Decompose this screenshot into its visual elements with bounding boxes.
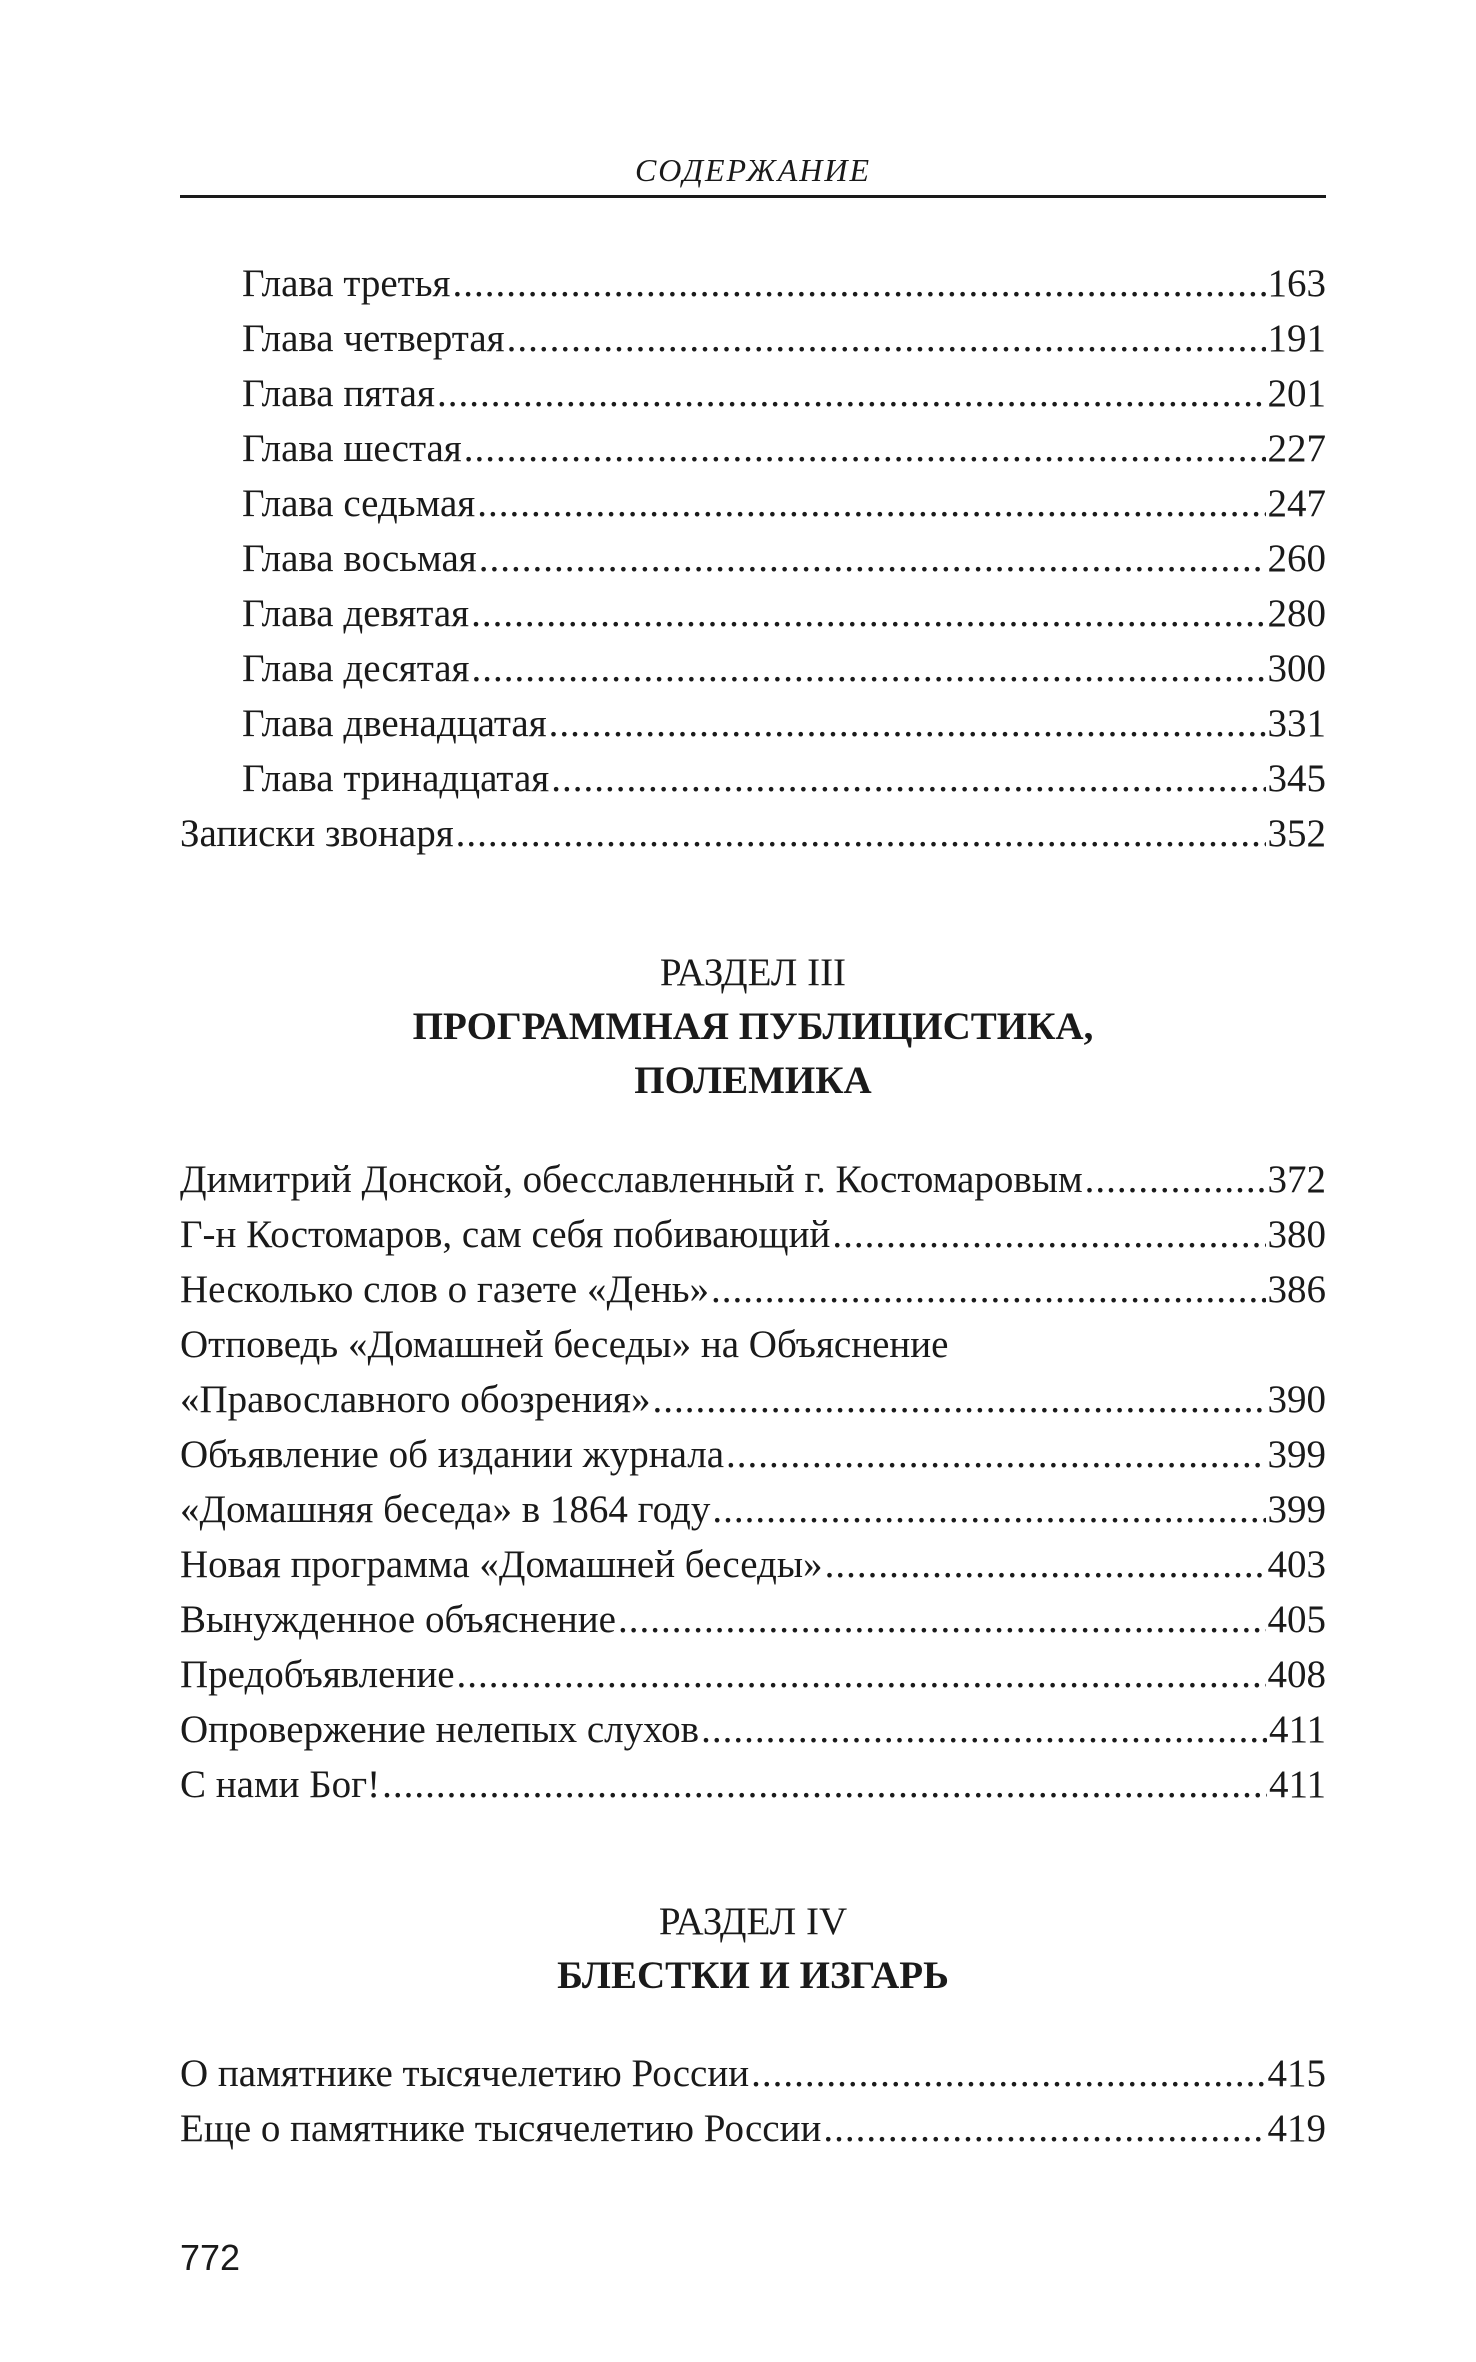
section-title: ПОЛЕМИКА: [634, 1059, 872, 1102]
page-number: 772: [180, 2237, 241, 2278]
toc-entry[interactable]: [180, 2101, 1326, 2156]
toc-entry-page: 345: [1267, 757, 1326, 800]
toc-entry[interactable]: [180, 1757, 1326, 1812]
leader-dots: [1085, 1152, 1266, 1207]
toc-entry-page: 411: [1268, 1708, 1326, 1751]
toc-entry[interactable]: [180, 366, 1326, 421]
leader-dots: [751, 2046, 1265, 2101]
toc-entry[interactable]: [180, 586, 1326, 641]
toc-entry-page: 247: [1267, 482, 1326, 525]
leader-dots: [457, 1647, 1266, 1702]
toc-entry-page: 411: [1268, 1763, 1326, 1806]
toc-entry[interactable]: [180, 531, 1326, 586]
toc-entry-page: 331: [1267, 702, 1326, 745]
toc-entry-title: Еще о памятнике тысячелетию России: [180, 2107, 822, 2150]
leader-dots: [823, 2101, 1265, 2156]
toc-entry[interactable]: [180, 1207, 1326, 1262]
toc-top: [180, 256, 1326, 861]
toc-entry[interactable]: [180, 1702, 1326, 1757]
toc-entry[interactable]: [180, 476, 1326, 531]
toc-entry-title: Димитрий Донской, обесславленный г. Костомаровым: [180, 1158, 1083, 1201]
toc-entry-title: Глава пятая: [242, 372, 435, 415]
toc-entry-title: Объявление об издании журнала: [180, 1433, 725, 1476]
leader-dots: [832, 1207, 1265, 1262]
toc-entry-page: 386: [1267, 1268, 1326, 1311]
section-title: ПРОГРАММНАЯ ПУБЛИЦИСТИКА,: [412, 1005, 1094, 1048]
toc-entry-title: Опровержение нелепых слухов: [180, 1708, 700, 1751]
toc-entry[interactable]: [180, 641, 1326, 696]
toc-entry-title: Новая программа «Домашней беседы»: [180, 1543, 823, 1586]
toc-entry[interactable]: [180, 751, 1326, 806]
toc-entry-title: «Домашняя беседа» в 1864 году: [180, 1488, 711, 1531]
toc-entry-title: Глава тринадцатая: [242, 757, 550, 800]
toc-entry-page: 380: [1267, 1213, 1326, 1256]
toc-entry-page: 405: [1267, 1598, 1326, 1641]
leader-dots: [471, 586, 1265, 641]
leader-dots: [711, 1262, 1265, 1317]
section-4-heading: [180, 1895, 1326, 2003]
header-rule: [180, 195, 1326, 198]
toc-entry-title: С нами Бог!: [180, 1763, 381, 1806]
leader-dots: [652, 1372, 1265, 1427]
toc-entry-page: 227: [1267, 427, 1326, 470]
toc-entry[interactable]: [180, 1647, 1326, 1702]
toc-entry[interactable]: [180, 256, 1326, 311]
running-head: СОДЕРЖАНИЕ: [634, 152, 872, 188]
leader-dots: [825, 1537, 1266, 1592]
leader-dots: [549, 696, 1266, 751]
leader-dots: [437, 366, 1266, 421]
toc-entry-title: Г-н Костомаров, сам себя побивающий: [180, 1213, 831, 1256]
toc-entry-page: 300: [1267, 647, 1326, 690]
toc-entry-title: Глава седьмая: [242, 482, 476, 525]
toc-entry-page: 399: [1267, 1488, 1326, 1531]
leader-dots: [477, 476, 1265, 531]
toc-entry-page: 163: [1267, 262, 1326, 305]
section-label: РАЗДЕЛ III: [659, 951, 847, 994]
toc-entry-title: Глава восьмая: [242, 537, 477, 580]
toc-entry[interactable]: [180, 1482, 1326, 1537]
leader-dots: [456, 806, 1266, 861]
leader-dots: [726, 1427, 1265, 1482]
leader-dots: [452, 256, 1265, 311]
leader-dots: [551, 751, 1265, 806]
toc-section-3: [180, 1152, 1326, 1812]
toc-entry[interactable]: [180, 1372, 1326, 1427]
toc-entry-title: Глава двенадцатая: [242, 702, 547, 745]
toc-entry[interactable]: [180, 1262, 1326, 1317]
toc-entry-title: Предобъявление: [180, 1653, 455, 1696]
toc-entry-page: 415: [1267, 2052, 1326, 2095]
toc-entry-title: Глава третья: [242, 262, 451, 305]
toc-entry[interactable]: [180, 1152, 1326, 1207]
leader-dots: [618, 1592, 1266, 1647]
toc-entry-title: Глава девятая: [242, 592, 470, 635]
toc-entry-title: Глава десятая: [242, 647, 470, 690]
toc-entry-page: 390: [1267, 1378, 1326, 1421]
toc-entry-title: Глава четвертая: [242, 317, 505, 360]
toc-entry-title: Глава шестая: [242, 427, 462, 470]
leader-dots: [464, 421, 1266, 476]
toc-entry[interactable]: [180, 1537, 1326, 1592]
toc-entry[interactable]: [180, 806, 1326, 861]
toc-entry-page: 419: [1267, 2107, 1326, 2150]
toc-entry-first-line[interactable]: [180, 1317, 1326, 1372]
toc-entry[interactable]: [180, 1427, 1326, 1482]
leader-dots: [712, 1482, 1265, 1537]
leader-dots: [701, 1702, 1267, 1757]
toc-entry-page: 201: [1267, 372, 1326, 415]
toc-entry-title: Записки звонаря: [180, 812, 454, 855]
toc-entry-page: 403: [1267, 1543, 1326, 1586]
leader-dots: [382, 1757, 1267, 1812]
section-label: РАЗДЕЛ IV: [658, 1900, 848, 1943]
toc-entry-title: Отповедь «Домашней беседы» на Объяснение: [180, 1323, 949, 1366]
section-title: БЛЕСТКИ И ИЗГАРЬ: [557, 1954, 949, 1997]
toc-entry-title: О памятнике тысячелетию России: [180, 2052, 750, 2095]
toc-entry-title: Несколько слов о газете «День»: [180, 1268, 710, 1311]
toc-entry-page: 399: [1267, 1433, 1326, 1476]
toc-entry[interactable]: [180, 421, 1326, 476]
toc-entry-title: Вынужденное объяснение: [180, 1598, 616, 1641]
section-3-heading: [180, 946, 1326, 1108]
toc-entry[interactable]: [180, 696, 1326, 751]
toc-entry-page: 352: [1267, 812, 1326, 855]
toc-entry-title: «Православного обозрения»: [180, 1378, 651, 1421]
toc-entry-page: 191: [1267, 317, 1326, 360]
toc-entry-page: 408: [1267, 1653, 1326, 1696]
toc-entry-page: 260: [1267, 537, 1326, 580]
leader-dots: [472, 641, 1266, 696]
toc-entry-page: 280: [1267, 592, 1326, 635]
toc-entry[interactable]: [180, 311, 1326, 366]
toc-section-4: [180, 2046, 1326, 2156]
leader-dots: [479, 531, 1266, 586]
toc-entry-page: 372: [1267, 1158, 1326, 1201]
toc-entry[interactable]: [180, 2046, 1326, 2101]
leader-dots: [507, 311, 1266, 366]
toc-entry[interactable]: [180, 1592, 1326, 1647]
